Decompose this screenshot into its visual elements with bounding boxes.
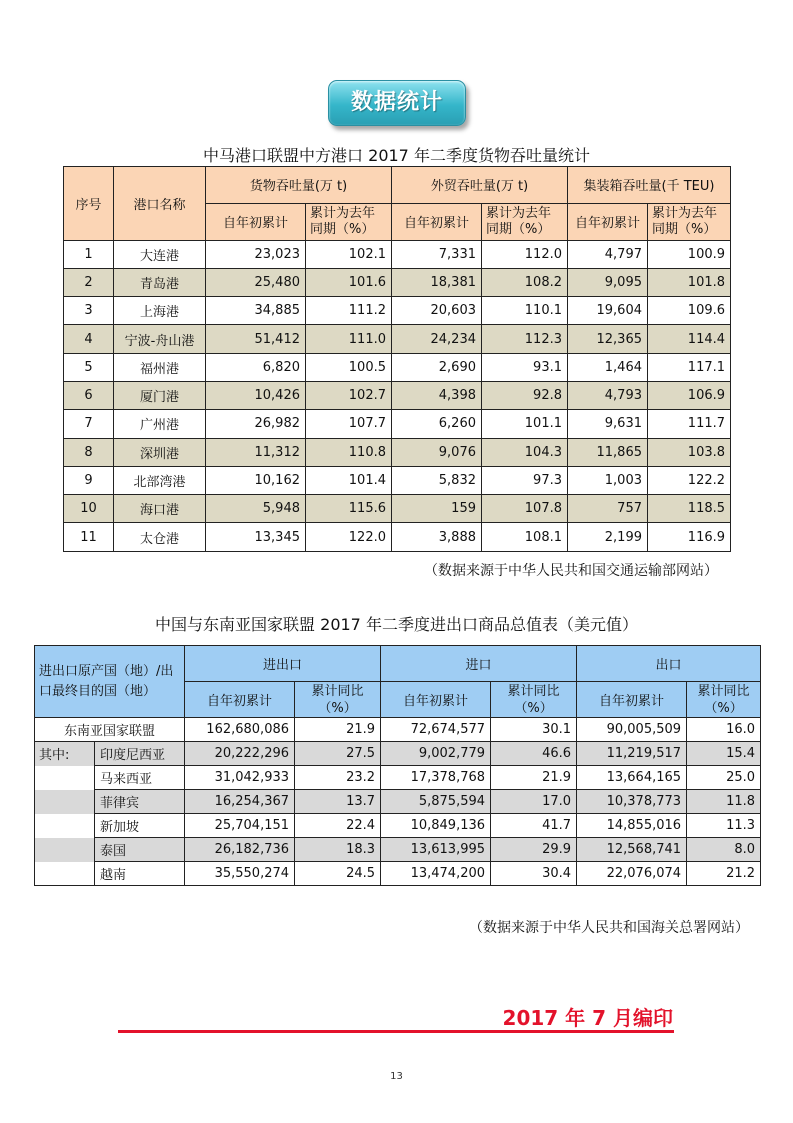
cell-name: 海口港 [114, 495, 206, 523]
cell-imp-pct: 30.4 [491, 862, 577, 886]
table-row [35, 766, 761, 790]
cell-imp: 5,875,594 [381, 790, 491, 814]
header-container: 集装箱吞吐量(千 TEU) [568, 167, 731, 204]
cell-cargo-pct: 101.6 [306, 268, 392, 296]
cell-imp-pct: 41.7 [491, 814, 577, 838]
header-import-yoy: 累计同比（%） [491, 682, 577, 718]
cell-ft: 7,331 [392, 240, 482, 268]
cell-exp-pct: 21.2 [687, 862, 761, 886]
header-cargo-yoy: 累计为去年同期（%） [306, 203, 392, 240]
cell-teu-pct: 100.9 [648, 240, 731, 268]
table-row [35, 838, 761, 862]
header-total-yoy: 累计同比（%） [295, 682, 381, 718]
cell-total-pct: 27.5 [295, 742, 381, 766]
cell-ft: 9,076 [392, 438, 482, 466]
cell-no: 5 [64, 353, 114, 381]
cell-cargo-pct: 115.6 [306, 495, 392, 523]
cell-teu: 11,865 [568, 438, 648, 466]
cell-teu: 1,464 [568, 353, 648, 381]
cell-total: 35,550,274 [185, 862, 295, 886]
cell-exp-pct: 11.8 [687, 790, 761, 814]
table-row [64, 240, 731, 268]
cell-total-pct: 18.3 [295, 838, 381, 862]
cell-cargo: 5,948 [206, 495, 306, 523]
cell-ft-pct: 97.3 [482, 466, 568, 494]
cell-ft: 20,603 [392, 297, 482, 325]
header-origin: 进出口原产国（地）/出口最终目的国（地） [35, 646, 185, 718]
cell-cargo-pct: 111.0 [306, 325, 392, 353]
cell-imp: 13,474,200 [381, 862, 491, 886]
cell-ft: 4,398 [392, 381, 482, 409]
cell-region-name: 东南亚国家联盟 [35, 718, 185, 742]
header-import: 进口 [381, 646, 577, 682]
cell-ft-pct: 101.1 [482, 410, 568, 438]
cell-exp-pct: 25.0 [687, 766, 761, 790]
cell-teu-pct: 111.7 [648, 410, 731, 438]
cell-cargo-pct: 122.0 [306, 523, 392, 551]
trade-table-title: 中国与东南亚国家联盟 2017 年二季度进出口商品总值表（美元值） [155, 615, 638, 634]
cell-ft-pct: 112.0 [482, 240, 568, 268]
cell-teu-pct: 114.4 [648, 325, 731, 353]
cell-cargo: 34,885 [206, 297, 306, 325]
cell-ft: 2,690 [392, 353, 482, 381]
cell-no: 7 [64, 410, 114, 438]
cell-total-pct: 21.9 [295, 718, 381, 742]
table-row [64, 466, 731, 494]
cell-cargo-pct: 110.8 [306, 438, 392, 466]
cell-no: 11 [64, 523, 114, 551]
cell-teu-pct: 103.8 [648, 438, 731, 466]
cell-teu-pct: 101.8 [648, 268, 731, 296]
trade-table-source: （数据来源于中华人民共和国海关总署网站） [469, 920, 749, 936]
qizhong-label: 其中: [35, 742, 95, 766]
table-row [64, 381, 731, 409]
cell-cargo-pct: 101.4 [306, 466, 392, 494]
cell-teu-pct: 109.6 [648, 297, 731, 325]
port-table-source: （数据来源于中华人民共和国交通运输部网站） [424, 563, 718, 579]
cell-teu: 4,797 [568, 240, 648, 268]
cell-teu-pct: 117.1 [648, 353, 731, 381]
cell-name: 福州港 [114, 353, 206, 381]
cell-country-name: 越南 [95, 862, 185, 886]
port-table-title: 中马港口联盟中方港口 2017 年二季度货物吞吐量统计 [203, 146, 590, 165]
header-cargo: 货物吞吐量(万 t) [206, 167, 392, 204]
indent-cell [35, 766, 95, 790]
table-row [64, 297, 731, 325]
cell-teu-pct: 122.2 [648, 466, 731, 494]
asean-trade-table [34, 645, 761, 886]
cell-name: 广州港 [114, 410, 206, 438]
section-badge: 数据统计 [328, 80, 466, 126]
cell-total: 25,704,151 [185, 814, 295, 838]
table-row [35, 814, 761, 838]
cell-ft: 5,832 [392, 466, 482, 494]
table-row [35, 718, 761, 742]
cell-teu: 2,199 [568, 523, 648, 551]
cell-total: 162,680,086 [185, 718, 295, 742]
cell-name: 青岛港 [114, 268, 206, 296]
publish-date: 2017 年 7 月编印 [502, 1006, 673, 1030]
cell-exp: 13,664,165 [577, 766, 687, 790]
cell-no: 6 [64, 381, 114, 409]
cell-total: 31,042,933 [185, 766, 295, 790]
cell-cargo: 25,480 [206, 268, 306, 296]
cell-teu-pct: 116.9 [648, 523, 731, 551]
cell-teu: 9,631 [568, 410, 648, 438]
table-row [64, 353, 731, 381]
cell-exp: 22,076,074 [577, 862, 687, 886]
cell-country-name: 菲律宾 [95, 790, 185, 814]
header-ft-ytd: 自年初累计 [392, 203, 482, 240]
cell-imp-pct: 29.9 [491, 838, 577, 862]
cell-name: 上海港 [114, 297, 206, 325]
cell-imp-pct: 21.9 [491, 766, 577, 790]
cell-exp: 12,568,741 [577, 838, 687, 862]
port-throughput-table [63, 166, 731, 552]
cell-cargo: 10,162 [206, 466, 306, 494]
header-cargo-ytd: 自年初累计 [206, 203, 306, 240]
cell-ft-pct: 110.1 [482, 297, 568, 325]
cell-ft-pct: 92.8 [482, 381, 568, 409]
cell-ft-pct: 112.3 [482, 325, 568, 353]
cell-exp-pct: 15.4 [687, 742, 761, 766]
cell-ft: 18,381 [392, 268, 482, 296]
cell-no: 10 [64, 495, 114, 523]
header-total-ytd: 自年初累计 [185, 682, 295, 718]
cell-exp-pct: 8.0 [687, 838, 761, 862]
cell-cargo: 51,412 [206, 325, 306, 353]
table-row [64, 410, 731, 438]
table-row [64, 325, 731, 353]
cell-exp-pct: 16.0 [687, 718, 761, 742]
cell-cargo-pct: 107.7 [306, 410, 392, 438]
cell-imp: 17,378,768 [381, 766, 491, 790]
cell-ft: 3,888 [392, 523, 482, 551]
page-number: 13 [390, 1071, 403, 1082]
cell-teu: 9,095 [568, 268, 648, 296]
cell-imp-pct: 30.1 [491, 718, 577, 742]
indent-cell [35, 862, 95, 886]
cell-no: 9 [64, 466, 114, 494]
cell-ft-pct: 93.1 [482, 353, 568, 381]
cell-name: 北部湾港 [114, 466, 206, 494]
cell-teu: 757 [568, 495, 648, 523]
cell-name: 大连港 [114, 240, 206, 268]
cell-imp: 13,613,995 [381, 838, 491, 862]
header-export-yoy: 累计同比（%） [687, 682, 761, 718]
cell-teu-pct: 106.9 [648, 381, 731, 409]
table-row [35, 742, 761, 766]
cell-name: 厦门港 [114, 381, 206, 409]
cell-country-name: 泰国 [95, 838, 185, 862]
cell-total: 20,222,296 [185, 742, 295, 766]
cell-ft: 159 [392, 495, 482, 523]
footer-rule [118, 1030, 674, 1033]
cell-cargo-pct: 102.7 [306, 381, 392, 409]
cell-no: 2 [64, 268, 114, 296]
header-foreign-trade: 外贸吞吐量(万 t) [392, 167, 568, 204]
cell-no: 3 [64, 297, 114, 325]
cell-imp-pct: 46.6 [491, 742, 577, 766]
cell-teu: 1,003 [568, 466, 648, 494]
cell-name: 太仓港 [114, 523, 206, 551]
cell-ft: 6,260 [392, 410, 482, 438]
cell-ft-pct: 108.1 [482, 523, 568, 551]
cell-no: 4 [64, 325, 114, 353]
cell-country-name: 马来西亚 [95, 766, 185, 790]
indent-cell [35, 790, 95, 814]
table-row [64, 268, 731, 296]
cell-teu: 19,604 [568, 297, 648, 325]
cell-total-pct: 22.4 [295, 814, 381, 838]
header-total: 进出口 [185, 646, 381, 682]
header-port-name: 港口名称 [114, 167, 206, 241]
cell-cargo: 13,345 [206, 523, 306, 551]
cell-ft-pct: 107.8 [482, 495, 568, 523]
indent-cell [35, 814, 95, 838]
header-ft-yoy: 累计为去年同期（%） [482, 203, 568, 240]
cell-country-name: 印度尼西亚 [95, 742, 185, 766]
cell-imp: 10,849,136 [381, 814, 491, 838]
cell-cargo: 11,312 [206, 438, 306, 466]
cell-ft: 24,234 [392, 325, 482, 353]
cell-cargo-pct: 100.5 [306, 353, 392, 381]
cell-total: 16,254,367 [185, 790, 295, 814]
table-row [64, 438, 731, 466]
cell-imp: 9,002,779 [381, 742, 491, 766]
cell-exp-pct: 11.3 [687, 814, 761, 838]
cell-exp: 10,378,773 [577, 790, 687, 814]
cell-name: 深圳港 [114, 438, 206, 466]
header-teu-yoy: 累计为去年同期（%） [648, 203, 731, 240]
cell-total-pct: 13.7 [295, 790, 381, 814]
cell-cargo-pct: 111.2 [306, 297, 392, 325]
header-teu-ytd: 自年初累计 [568, 203, 648, 240]
cell-cargo: 6,820 [206, 353, 306, 381]
cell-cargo: 26,982 [206, 410, 306, 438]
table-row [64, 495, 731, 523]
cell-teu: 12,365 [568, 325, 648, 353]
table-row [35, 862, 761, 886]
cell-exp: 11,219,517 [577, 742, 687, 766]
cell-ft-pct: 108.2 [482, 268, 568, 296]
cell-cargo: 10,426 [206, 381, 306, 409]
header-import-ytd: 自年初累计 [381, 682, 491, 718]
header-export-ytd: 自年初累计 [577, 682, 687, 718]
cell-total-pct: 23.2 [295, 766, 381, 790]
cell-no: 1 [64, 240, 114, 268]
cell-total-pct: 24.5 [295, 862, 381, 886]
header-export: 出口 [577, 646, 761, 682]
indent-cell [35, 838, 95, 862]
cell-country-name: 新加坡 [95, 814, 185, 838]
cell-total: 26,182,736 [185, 838, 295, 862]
cell-imp: 72,674,577 [381, 718, 491, 742]
cell-exp: 14,855,016 [577, 814, 687, 838]
cell-exp: 90,005,509 [577, 718, 687, 742]
cell-teu: 4,793 [568, 381, 648, 409]
cell-teu-pct: 118.5 [648, 495, 731, 523]
cell-no: 8 [64, 438, 114, 466]
table-row [35, 790, 761, 814]
header-index: 序号 [64, 167, 114, 241]
cell-ft-pct: 104.3 [482, 438, 568, 466]
cell-imp-pct: 17.0 [491, 790, 577, 814]
cell-cargo-pct: 102.1 [306, 240, 392, 268]
table-row [64, 523, 731, 551]
cell-cargo: 23,023 [206, 240, 306, 268]
cell-name: 宁波-舟山港 [114, 325, 206, 353]
